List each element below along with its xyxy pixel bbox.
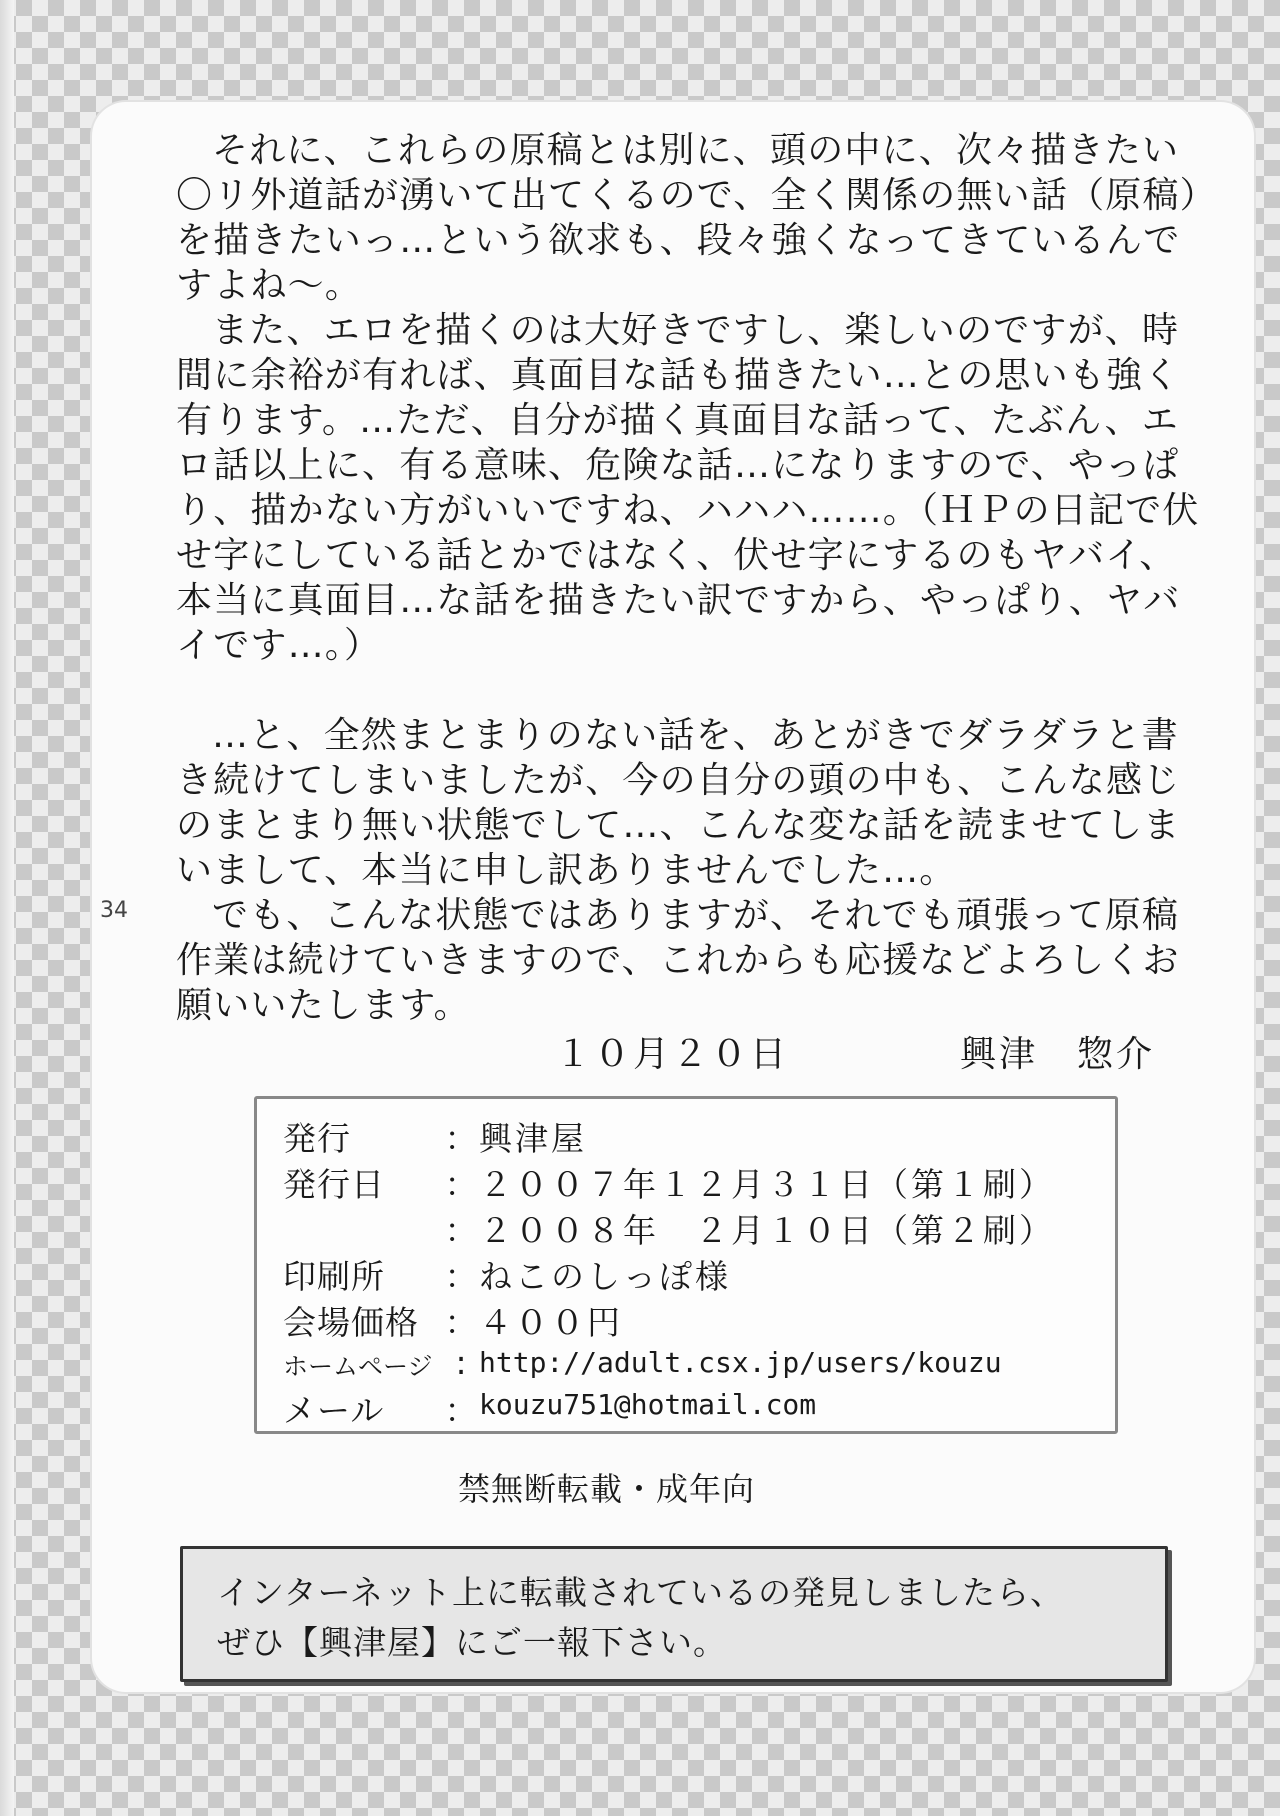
colophon-separator: ：: [444, 1303, 478, 1342]
binding-edge: [0, 0, 14, 1816]
colophon-separator: ：: [444, 1211, 478, 1250]
colophon-label: メール: [283, 1391, 385, 1430]
colophon-label: 発行日: [283, 1165, 385, 1204]
signature-author: 興津 惣介: [960, 1034, 1156, 1075]
colophon-value: ２００８年 ２月１０日（第２刷）: [479, 1211, 1055, 1250]
reprint-restriction: 禁無断転載・成年向: [458, 1470, 756, 1508]
colophon-separator: ：: [444, 1257, 478, 1296]
colophon-label: 印刷所: [283, 1257, 385, 1296]
notice-line-1: インターネット上に転載されているの発見しましたら、: [217, 1573, 1065, 1612]
paragraph-2: また、エロを描くのは大好きですし、楽しいのですが、時間に余裕が有れば、真面目な話も描きたい…との思いも強く有ります。…ただ、自分が描く真面目な話って、たぶん、エロ話以上に、有る意味、危険な話…になりますので、やっぱり、描かない方がいいですね、ハハハ……。（ＨＰの日記で伏せ字にしている話とかではなく、伏せ字にするのもヤバイ、本当に真面目…な話を描きたい訳ですから、やっぱり、ヤバイです…。）: [176, 310, 1200, 666]
colophon-row-publisher: [283, 1113, 587, 1160]
paragraph-4: でも、こんな状態ではありますが、それでも頑張って原稿作業は続けていきますので、これからも応援などよろしくお願いいたします。: [176, 895, 1180, 1026]
notice-line-2: ぜひ【興津屋】にご一報下さい。: [217, 1623, 727, 1662]
paragraph-1: それに、これらの原稿とは別に、頭の中に、次々描きたい〇リ外道話が湧いて出てくるので、全く関係の無い話（原稿）を描きたいっ…という欲求も、段々強くなってきているんですよね～。: [176, 130, 1199, 306]
colophon-separator: ：: [444, 1165, 478, 1204]
colophon-label: 会場価格: [283, 1303, 419, 1342]
colophon-row-issue-date-2: [283, 1205, 1055, 1252]
colophon-separator: ：: [444, 1391, 478, 1430]
homepage-url: http://adult.csx.jp/users/kouzu: [479, 1346, 1002, 1379]
colophon-value: 興津屋: [479, 1119, 587, 1158]
colophon-separator: :: [455, 1343, 467, 1382]
email-address: kouzu751@hotmail.com: [479, 1388, 817, 1421]
afterword-text: [176, 128, 1208, 1028]
paragraph-3: …と、全然まとまりのない話を、あとがきでダラダラと書き続けてしまいましたが、今の自分の頭の中も、こんな感じのまとまり無い状態でして…、こんな変な話を読ませてしまいまして、本当に申し訳ありませんでした…。: [176, 715, 1181, 891]
colophon-value: ２００７年１２月３１日（第１刷）: [479, 1165, 1055, 1204]
signature-date: １０月２０日: [555, 1034, 790, 1075]
colophon-row-homepage: [283, 1343, 1002, 1383]
colophon-box: [254, 1096, 1118, 1434]
colophon-value: ４００円: [479, 1303, 623, 1342]
notice-box: [180, 1546, 1168, 1682]
colophon-label: [283, 1205, 443, 1252]
colophon-label: 発行: [283, 1119, 351, 1158]
colophon-row-printer: [283, 1251, 731, 1298]
colophon-row-email: [283, 1385, 816, 1432]
colophon-row-price: [283, 1297, 623, 1344]
colophon-value: ねこのしっぽ様: [479, 1257, 731, 1296]
page-number: 34: [100, 898, 128, 923]
colophon-label: ホームページ: [283, 1352, 433, 1381]
colophon-row-issue-date: [283, 1159, 1055, 1206]
colophon-separator: ：: [444, 1119, 478, 1158]
